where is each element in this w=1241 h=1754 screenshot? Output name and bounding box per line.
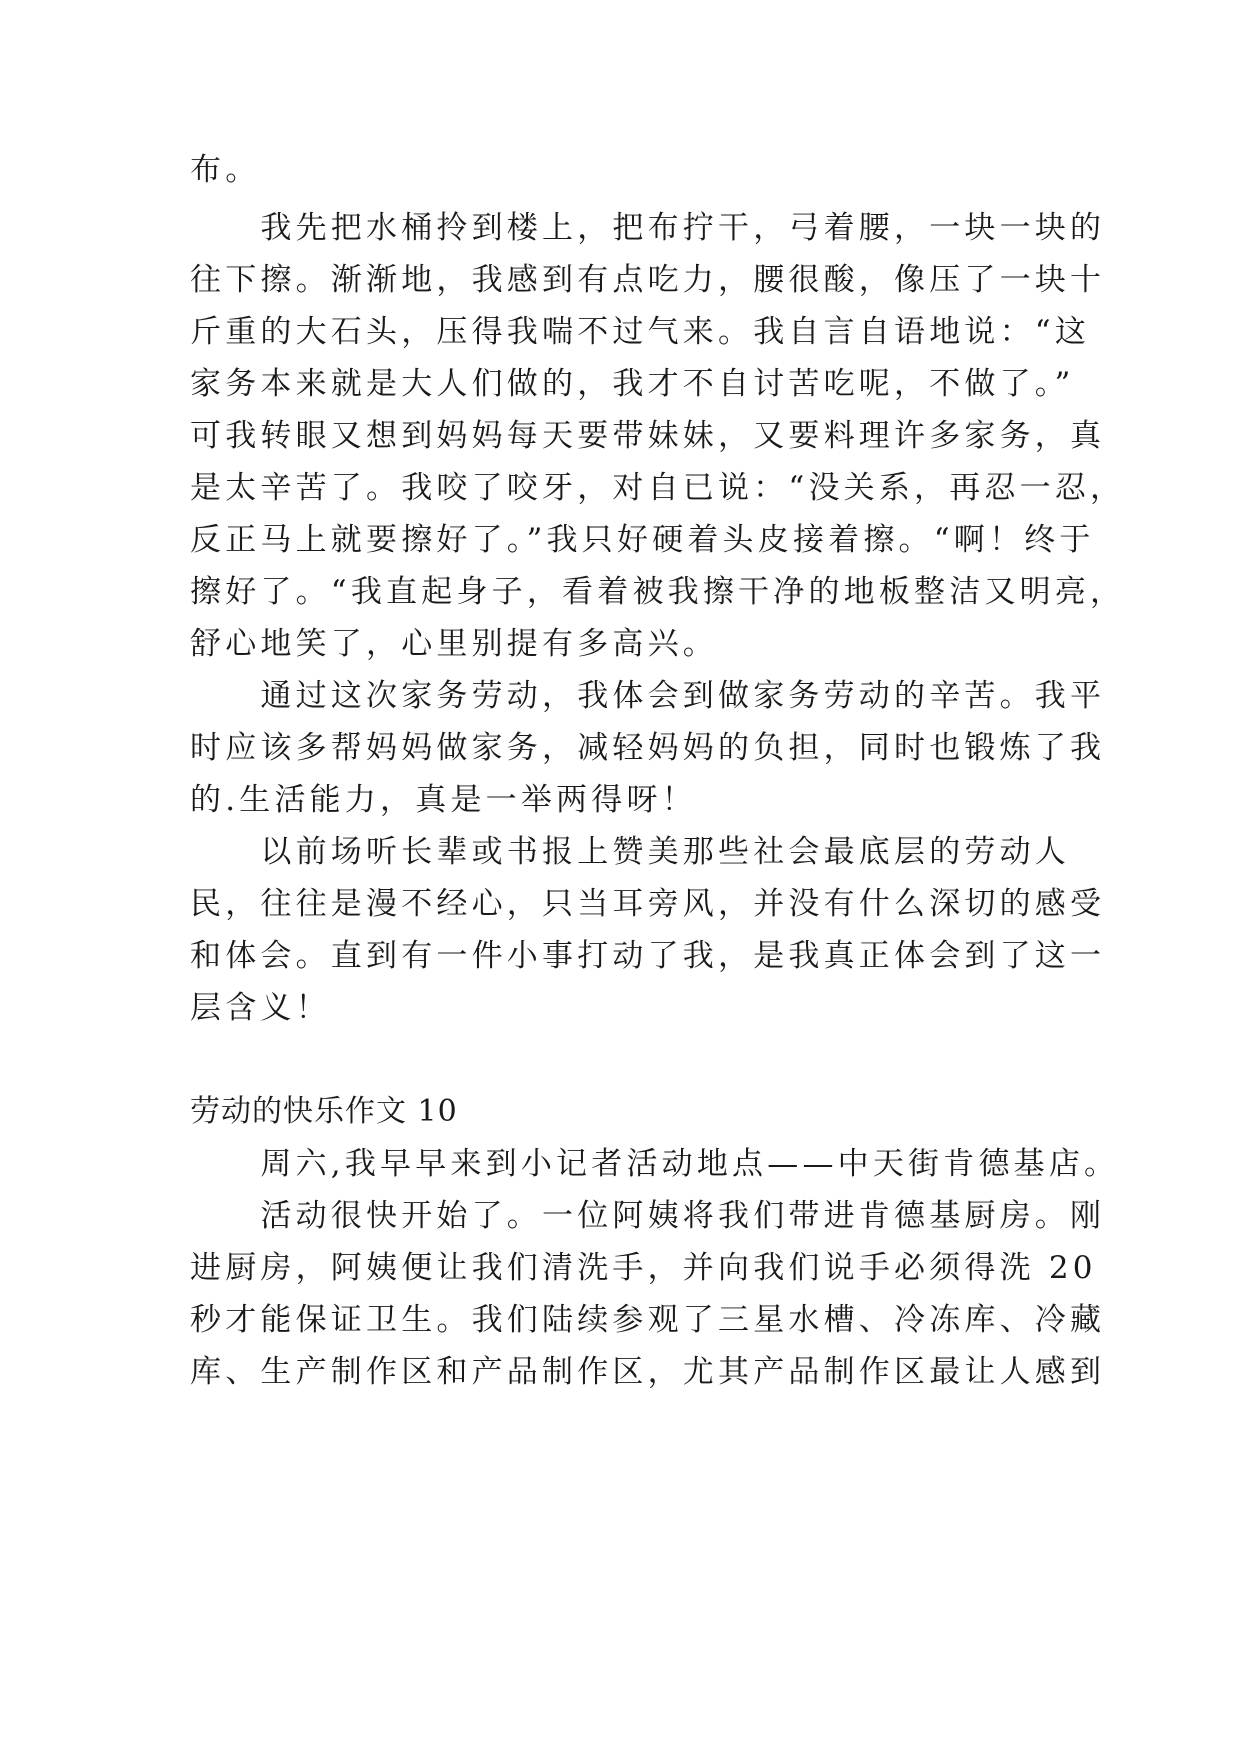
text-line: 是太辛苦了。我咬了咬牙，对自已说：“没关系，再忍一忍， [190, 470, 1126, 506]
text-line: 时应该多帮妈妈做家务，减轻妈妈的负担，同时也锻炼了我 [190, 730, 1106, 766]
text-line: 秒才能保证卫生。我们陆续参观了三星水槽、冷冻库、冷藏 [190, 1302, 1106, 1338]
text-line: 家务本来就是大人们做的，我才不自讨苦吃呢，不做了。” [190, 366, 1075, 402]
text-line: 布。 [190, 152, 261, 188]
text-line: 进厨房，阿姨便让我们清洗手，并向我们说手必须得洗 20 [190, 1250, 1097, 1286]
text-line: 的.生活能力，真是一举两得呀！ [190, 782, 697, 818]
text-line: 反正马上就要擦好了。”我只好硬着头皮接着擦。“啊！终于 [190, 522, 1095, 558]
text-line: 民，往往是漫不经心，只当耳旁风，并没有什么深切的感受 [190, 886, 1106, 922]
text-line: 活动很快开始了。一位阿姨将我们带进肯德基厨房。刚 [190, 1198, 1106, 1234]
text-line: 通过这次家务劳动，我体会到做家务劳动的辛苦。我平 [190, 678, 1106, 714]
text-line: 擦好了。“我直起身子，看着被我擦干净的地板整洁又明亮， [190, 574, 1126, 610]
text-line: 可我转眼又想到妈妈每天要带妹妹，又要料理许多家务，真 [190, 418, 1106, 454]
text-line: 和体会。直到有一件小事打动了我，是我真正体会到了这一 [190, 938, 1106, 974]
text-line: 库、生产制作区和产品制作区，尤其产品制作区最让人感到 [190, 1354, 1106, 1390]
section-title: 劳动的快乐作文 10 [190, 1094, 458, 1129]
text-line: 我先把水桶拎到楼上，把布拧干，弓着腰，一块一块的 [190, 210, 1106, 246]
text-line: 周六,我早早来到小记者活动地点——中天街肯德基店。 [190, 1146, 1120, 1182]
text-line: 层含义！ [190, 990, 331, 1026]
text-line: 往下擦。渐渐地，我感到有点吃力，腰很酸，像压了一块十 [190, 262, 1106, 298]
text-line: 以前场听长辈或书报上赞美那些社会最底层的劳动人 [190, 834, 1070, 870]
text-line: 舒心地笑了，心里别提有多高兴。 [190, 626, 718, 662]
text-line: 斤重的大石头，压得我喘不过气来。我自言自语地说：“这 [190, 314, 1091, 350]
